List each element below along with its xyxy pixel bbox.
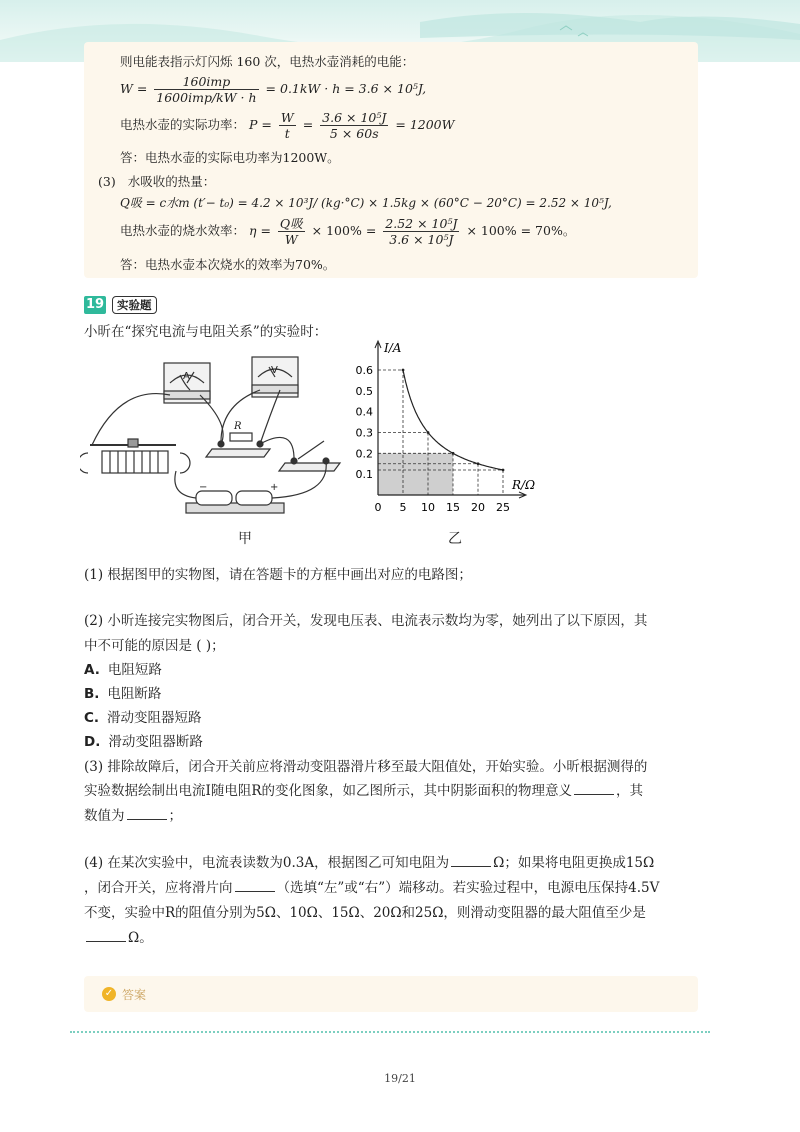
answer-label: 答案 bbox=[122, 988, 147, 1002]
subquestion-4-line-2-tail: （选填“左”或“右”）端移动。若实验过程中，电源电压保持4.5V bbox=[276, 880, 660, 896]
y-axis-label: I/A bbox=[384, 341, 402, 355]
p-f2-denominator: 5 × 60s bbox=[329, 126, 379, 141]
subquestion-3-line-3-text: 数值为 bbox=[84, 808, 125, 824]
option-text: 电阻断路 bbox=[107, 686, 162, 702]
solution-part-3-heading bbox=[98, 172, 215, 190]
solution-heat-formula: Q吸 = c水m (t′− t₀) = 4.2 × 10³J/ (kg·°C) × 1.5kg × (60°C − 20°C) = 2.52 × 10⁵J, bbox=[120, 196, 612, 210]
eta-f2-denominator: 3.6 × 10⁵J bbox=[389, 232, 454, 247]
subquestion-4-line-3: 不变，实验中R的阻值分别为5Ω、10Ω、15Ω、20Ω和25Ω，则滑动变阻器的最大阻值至少是 bbox=[84, 905, 646, 921]
data-point bbox=[477, 462, 480, 465]
option-label: A. bbox=[84, 662, 100, 678]
rheostat-slider bbox=[128, 439, 138, 447]
x-tick-label: 25 bbox=[496, 501, 510, 514]
y-tick-label: 0.2 bbox=[355, 447, 373, 461]
w-fraction bbox=[154, 74, 258, 105]
solution-power-formula bbox=[120, 110, 454, 141]
option-label: B. bbox=[84, 686, 100, 702]
x-tick-label: 0 bbox=[374, 501, 382, 514]
battery-minus-label: − bbox=[199, 482, 208, 493]
answer-blank-value[interactable] bbox=[127, 807, 167, 820]
p-lhs: P = bbox=[249, 117, 272, 132]
data-point bbox=[402, 369, 405, 372]
switch-lever bbox=[298, 441, 324, 459]
x-tick-label: 10 bbox=[421, 501, 435, 514]
voltmeter-label: V bbox=[271, 365, 278, 376]
w-denominator: 1600imp/kW · h bbox=[156, 90, 257, 105]
option-item[interactable] bbox=[84, 682, 161, 702]
circuit-figure bbox=[80, 345, 350, 530]
battery-cell-1 bbox=[196, 491, 232, 505]
answer-blank-resistance[interactable] bbox=[451, 854, 491, 867]
x-tick-label: 15 bbox=[446, 501, 460, 514]
option-label: C. bbox=[84, 710, 100, 726]
subquestion-2-line-1: (2) 小昕连接完实物图后，闭合开关，发现电压表、电流表示数均为零，她列出了以下原因，其 bbox=[84, 613, 648, 629]
part-3-text: 水吸收的热量： bbox=[127, 174, 216, 189]
solution-energy-formula bbox=[120, 74, 426, 105]
subquestion-1: (1) 根据图甲的实物图，请在答题卡的方框中画出对应的电路图； bbox=[84, 567, 472, 583]
option-item[interactable] bbox=[84, 658, 162, 678]
subquestion-3-line-3 bbox=[84, 804, 182, 824]
eta-lhs: η = bbox=[249, 223, 271, 238]
subquestion-3-line-2-text: 实验数据绘制出电流I随电阻R的变化图象，如乙图所示，其中阴影面积的物理意义 bbox=[84, 783, 572, 799]
eta-fraction-1 bbox=[278, 216, 305, 247]
eta-rhs: × 100% = 70%。 bbox=[466, 223, 576, 238]
w-rhs: = 0.1kW · h = 3.6 × 10⁵J, bbox=[265, 81, 427, 96]
wire bbox=[92, 394, 170, 445]
option-text: 滑动变阻器短路 bbox=[107, 710, 202, 726]
figure-b-caption: 乙 bbox=[448, 531, 462, 547]
resistor-board bbox=[206, 449, 270, 457]
subquestion-4-line-1-tail: Ω；如果将电阻更换成15Ω bbox=[493, 855, 655, 871]
subquestion-4-line-2-text: ，闭合开关，应将滑片向 bbox=[84, 880, 233, 896]
w-lhs: W = bbox=[120, 81, 148, 96]
battery-cell-2 bbox=[236, 491, 272, 505]
resistor-label: R bbox=[234, 421, 242, 432]
p-rhs: = 1200W bbox=[395, 117, 455, 132]
p-fraction-1 bbox=[279, 110, 296, 141]
x-tick-label: 5 bbox=[399, 501, 407, 514]
page-number: 19/21 bbox=[384, 1072, 416, 1085]
part-3-label: (3) bbox=[98, 174, 116, 189]
subquestion-4-line-1-text: (4) 在某次实验中，电流表读数为0.3A，根据图乙可知电阻为 bbox=[84, 855, 450, 871]
y-tick-label: 0.6 bbox=[355, 364, 373, 377]
option-item[interactable] bbox=[84, 730, 203, 750]
y-tick-label: 0.3 bbox=[355, 426, 373, 440]
answer-blank-max-resistance[interactable] bbox=[86, 929, 126, 942]
question-number-badge: 19 bbox=[85, 297, 105, 312]
ammeter-label: A bbox=[183, 371, 190, 382]
solution-efficiency-formula bbox=[120, 216, 575, 247]
answer-blank-meaning[interactable] bbox=[574, 782, 614, 795]
question-stem: 小昕在“探究电流与电阻关系”的实验时： bbox=[84, 324, 328, 340]
power-prefix: 电热水壶的实际功率： bbox=[120, 117, 246, 132]
subquestion-4-line-4 bbox=[84, 926, 153, 946]
subquestion-4-line-4-tail: Ω。 bbox=[128, 930, 153, 946]
y-tick-label: 0.4 bbox=[355, 405, 373, 419]
subquestion-3-line-2-tail: ，其 bbox=[616, 783, 643, 799]
option-text: 电阻短路 bbox=[107, 662, 162, 678]
rheostat-right-end bbox=[180, 453, 190, 473]
eta-f1-denominator: W bbox=[284, 232, 298, 247]
y-tick-label: 0.5 bbox=[355, 384, 373, 398]
data-point bbox=[502, 469, 505, 472]
efficiency-prefix: 电热水壶的烧水效率： bbox=[120, 223, 246, 238]
answer-toggle[interactable] bbox=[84, 976, 698, 1012]
p-f1-denominator: t bbox=[284, 126, 290, 141]
p-f2-numerator: 3.6 × 10⁵J bbox=[322, 110, 387, 125]
p-eq: = bbox=[302, 117, 314, 132]
data-point bbox=[452, 452, 455, 455]
eta-f1-numerator: Q吸 bbox=[279, 216, 303, 231]
solution-answer-2: 答：电热水壶的实际电功率为1200W。 bbox=[120, 150, 340, 165]
data-point bbox=[427, 431, 430, 434]
eta-f2-numerator: 2.52 × 10⁵J bbox=[385, 216, 458, 231]
x-axis-label: R/Ω bbox=[512, 478, 536, 492]
wire bbox=[175, 471, 196, 498]
subquestion-4-line-2 bbox=[84, 876, 659, 896]
shaded-area bbox=[378, 453, 453, 495]
eta-fraction-2 bbox=[383, 216, 459, 247]
p-f1-numerator: W bbox=[280, 110, 294, 125]
resistor-coil bbox=[230, 433, 252, 441]
wire bbox=[260, 390, 280, 444]
solution-answer-3: 答：电热水壶本次烧水的效率为70%。 bbox=[120, 257, 336, 272]
switch-base bbox=[279, 463, 340, 471]
footer-divider bbox=[70, 1031, 710, 1033]
question-type-tag: 实验题 bbox=[112, 296, 157, 314]
option-item[interactable] bbox=[84, 706, 202, 726]
option-text: 滑动变阻器断路 bbox=[108, 734, 203, 750]
subquestion-2-line-2: 中不可能的原因是 ( )； bbox=[84, 638, 225, 654]
figure-a-caption: 甲 bbox=[238, 531, 252, 547]
y-tick-label: 0.1 bbox=[355, 468, 373, 482]
subquestion-3-line-3-tail: ； bbox=[168, 808, 182, 824]
subquestion-3-line-2 bbox=[84, 779, 643, 799]
answer-blank-direction[interactable] bbox=[235, 879, 275, 892]
subquestion-4-line-1 bbox=[84, 851, 654, 871]
battery-plus-label: + bbox=[270, 482, 279, 493]
subquestion-3-line-1: (3) 排除故障后，闭合开关前应将滑动变阻器滑片移至最大阻值处，开始实验。小昕根据测得的 bbox=[84, 759, 648, 775]
solution-line-energy-intro: 则电能表指示灯闪烁 160 次，电热水壶消耗的电能： bbox=[120, 54, 415, 69]
p-fraction-2 bbox=[320, 110, 388, 141]
w-numerator: 160imp bbox=[154, 74, 258, 90]
check-icon: ✓ bbox=[102, 987, 116, 1001]
eta-mid: × 100% = bbox=[311, 223, 377, 238]
x-tick-label: 20 bbox=[471, 501, 485, 514]
rheostat-left-end bbox=[80, 453, 88, 473]
current-resistance-chart bbox=[350, 335, 560, 520]
option-label: D. bbox=[84, 734, 101, 750]
